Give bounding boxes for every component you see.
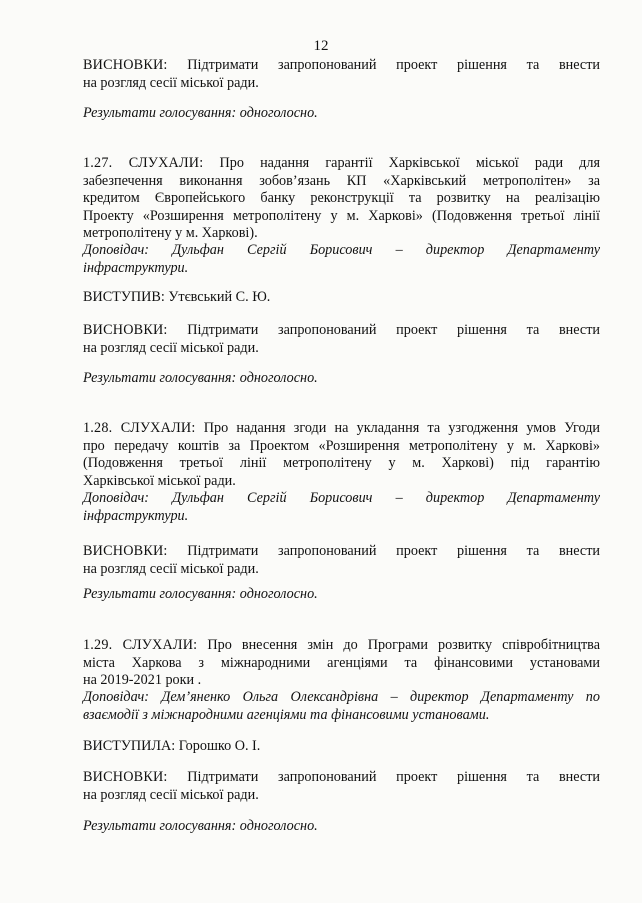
speaker-line: Доповідач: Дульфан Сергій Борисович – директор Департаменту xyxy=(83,242,600,258)
heard-block xyxy=(83,637,600,690)
heard-label: 1.29. СЛУХАЛИ: xyxy=(83,637,198,653)
heard-label: 1.27. СЛУХАЛИ: xyxy=(83,155,204,171)
heard-line: 1.28. СЛУХАЛИ: Про надання згоди на укладання та узгодження умов Угоди xyxy=(83,420,600,436)
heard-line: кредитом Європейського банку реконструкції та розвитку на реалізацію xyxy=(83,190,600,206)
speaker-line: інфраструктури. xyxy=(83,507,189,524)
speaker-block xyxy=(83,242,600,277)
spoke-line: ВИСТУПИВ: Утєвський С. Ю. xyxy=(83,289,271,305)
heard-line: (Подовження третьої лінії метрополітену у м. Харкові) під гарантію xyxy=(83,455,600,471)
conclusion-label: ВИСНОВКИ: xyxy=(83,322,168,338)
speaker-line: інфраструктури. xyxy=(83,259,189,276)
heard-line: Харківської міської ради. xyxy=(83,472,236,489)
conclusion-line: ВИСНОВКИ: Підтримати запропонований проект рішення та внести xyxy=(83,769,600,785)
speaker-line: взаємодії з міжнародними агенціями та фінансовими установами. xyxy=(83,706,490,723)
heard-line: 1.27. СЛУХАЛИ: Про надання гарантії Харківської міської ради для xyxy=(83,155,601,171)
conclusion-text-cont: на розгляд сесії міської ради. xyxy=(83,560,259,577)
vote-result: Результати голосування: одноголосно. xyxy=(83,818,318,834)
conclusion-text-cont: на розгляд сесії міської ради. xyxy=(83,786,259,803)
speaker-line: Доповідач: Дульфан Сергій Борисович – директор Департаменту xyxy=(83,490,600,506)
conclusion-block xyxy=(83,322,600,357)
conclusion-label: ВИСНОВКИ: xyxy=(83,769,168,785)
conclusion-line xyxy=(83,57,600,75)
conclusion-text-cont: на розгляд сесії міської ради. xyxy=(83,74,259,91)
spoke-line: ВИСТУПИЛА: Горошко О. І. xyxy=(83,738,261,754)
conclusion-line: ВИСНОВКИ: Підтримати запропонований проект рішення та внести xyxy=(83,322,600,338)
page-number: 12 xyxy=(313,38,329,54)
conclusion-line: ВИСНОВКИ: Підтримати запропонований проект рішення та внести xyxy=(83,543,600,559)
conclusion-label: ВИСНОВКИ: xyxy=(83,543,168,559)
heard-line: забезпечення виконання зобов’язань КП «Харківський метрополітен» за xyxy=(83,172,600,189)
heard-line: метрополітену у м. Харкові). xyxy=(83,225,258,241)
heard-line: 1.29. СЛУХАЛИ: Про внесення змін до Програми розвитку співробітництва xyxy=(83,637,600,653)
conclusion-text: Підтримати запропонований проект рішення та внести xyxy=(187,57,600,73)
conclusion-block xyxy=(83,769,600,804)
speaker-block xyxy=(83,689,600,724)
conclusion-block xyxy=(83,57,600,92)
conclusion-text-cont: на розгляд сесії міської ради. xyxy=(83,339,259,356)
heard-label: 1.28. СЛУХАЛИ: xyxy=(83,420,196,436)
heard-line: міста Харкова з міжнародними агенціями та фінансовими установами xyxy=(83,654,600,671)
conclusion-label: ВИСНОВКИ: xyxy=(83,57,168,73)
heard-line: Проекту «Розширення метрополітену у м. Харкові» (Подовження третьої лінії xyxy=(83,207,600,224)
heard-line: про передачу коштів за Проектом «Розширення метрополітену у м. Харкові» xyxy=(83,437,600,454)
heard-block xyxy=(83,420,600,490)
speaker-line: Доповідач: Дем’яненко Ольга Олександрівна – директор Департаменту по xyxy=(83,689,600,705)
vote-result: Результати голосування: одноголосно. xyxy=(83,370,318,386)
vote-result: Результати голосування: одноголосно. xyxy=(83,105,318,121)
speaker-block xyxy=(83,490,600,525)
conclusion-block xyxy=(83,543,600,578)
heard-block xyxy=(83,155,600,243)
vote-result: Результати голосування: одноголосно. xyxy=(83,586,318,602)
heard-line: на 2019-2021 роки . xyxy=(83,672,202,688)
